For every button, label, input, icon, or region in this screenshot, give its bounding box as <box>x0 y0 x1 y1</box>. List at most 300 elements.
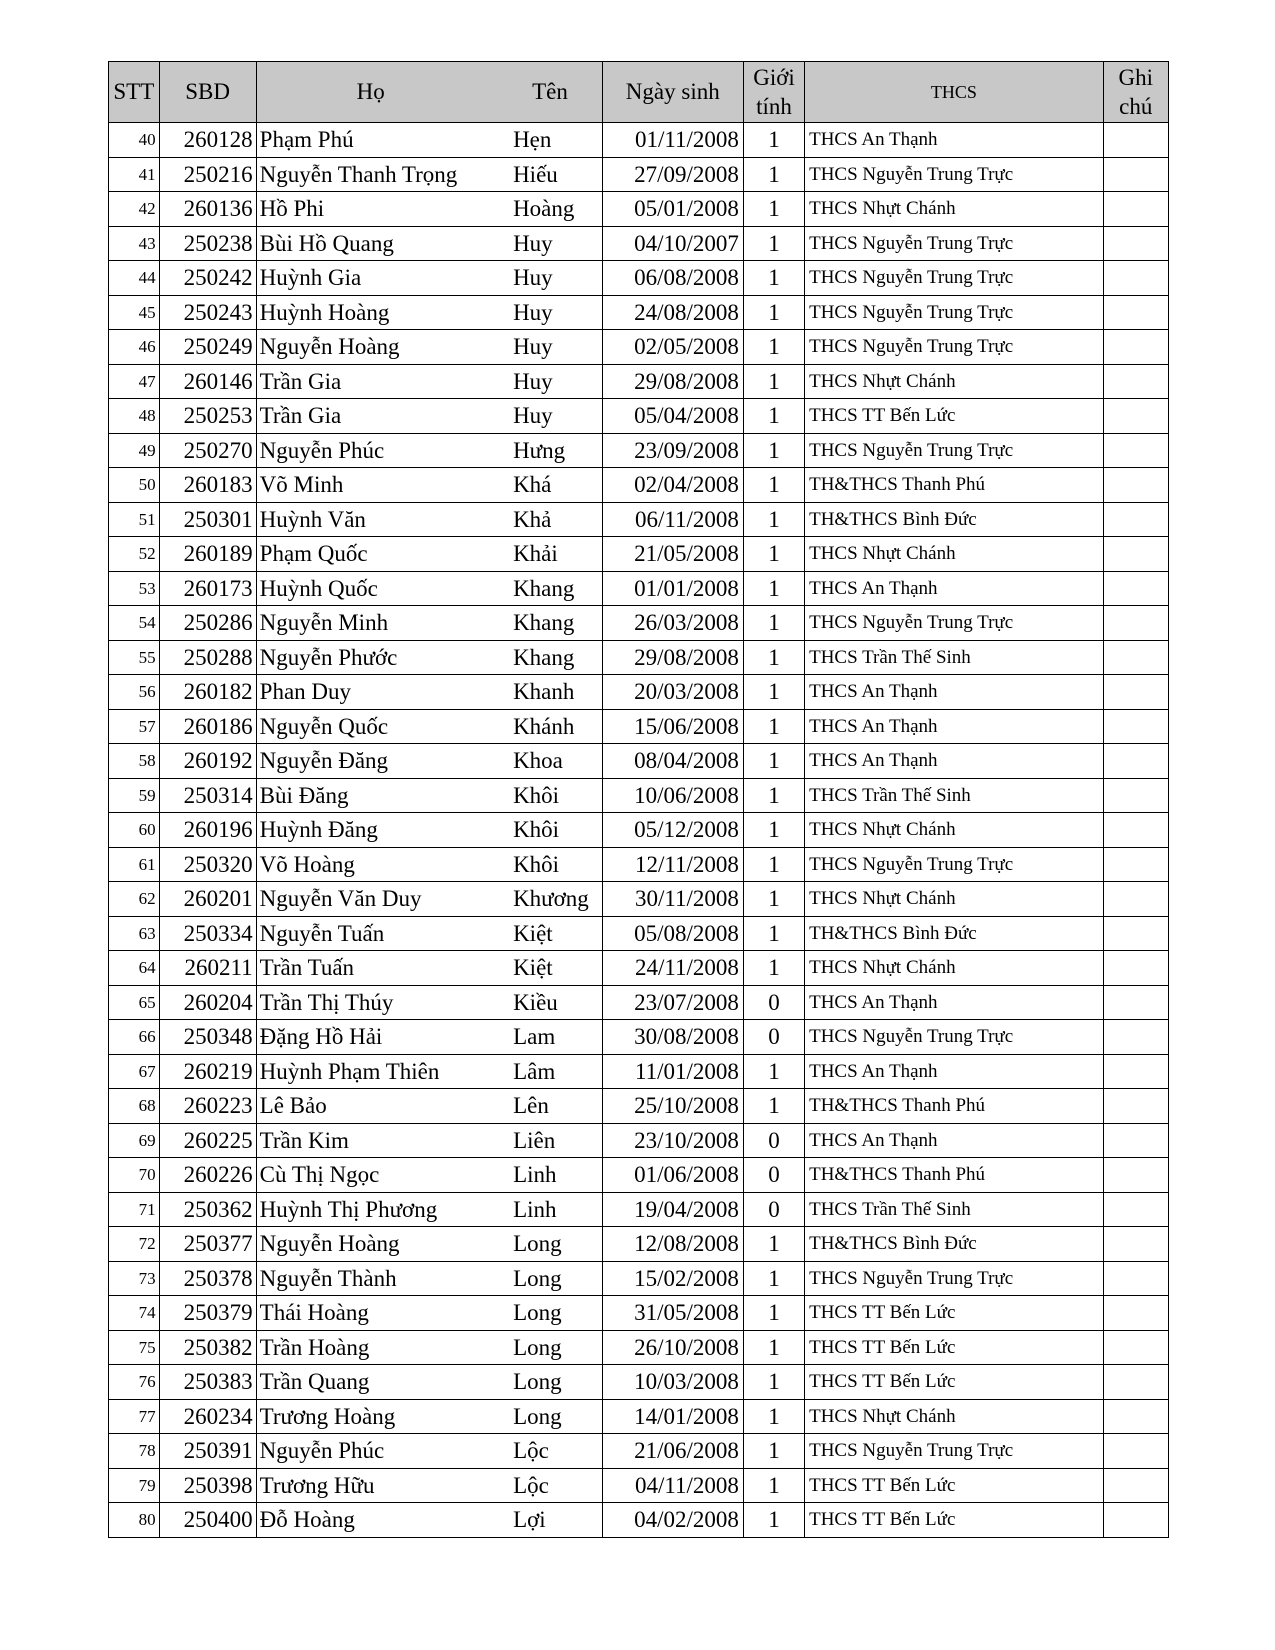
cell-ten: Khương <box>505 882 602 917</box>
cell-stt: 48 <box>109 399 160 434</box>
cell-stt: 50 <box>109 468 160 503</box>
cell-stt: 62 <box>109 882 160 917</box>
cell-gioi-tinh: 1 <box>743 1399 804 1434</box>
header-ho: Họ <box>256 62 505 123</box>
cell-thcs: THCS An Thạnh <box>805 123 1103 158</box>
cell-ho: Trương Hoàng <box>256 1399 505 1434</box>
cell-gioi-tinh: 1 <box>743 778 804 813</box>
cell-ngay-sinh: 05/12/2008 <box>602 813 743 848</box>
cell-stt: 75 <box>109 1330 160 1365</box>
cell-sbd: 260211 <box>159 951 256 986</box>
cell-ho: Nguyễn Thành <box>256 1261 505 1296</box>
cell-gioi-tinh: 0 <box>743 1123 804 1158</box>
cell-sbd: 260189 <box>159 537 256 572</box>
cell-thcs: THCS Nhựt Chánh <box>805 364 1103 399</box>
cell-ten: Kiệt <box>505 951 602 986</box>
cell-ghi-chu <box>1103 1434 1168 1469</box>
cell-ten: Hoàng <box>505 192 602 227</box>
cell-sbd: 260136 <box>159 192 256 227</box>
cell-stt: 66 <box>109 1020 160 1055</box>
table-row <box>109 1434 1169 1469</box>
cell-ho: Trương Hữu <box>256 1468 505 1503</box>
cell-ngay-sinh: 15/06/2008 <box>602 709 743 744</box>
cell-ngay-sinh: 02/05/2008 <box>602 330 743 365</box>
cell-ngay-sinh: 10/06/2008 <box>602 778 743 813</box>
cell-ngay-sinh: 29/08/2008 <box>602 640 743 675</box>
cell-thcs: TH&THCS Thanh Phú <box>805 1089 1103 1124</box>
table-row <box>109 847 1169 882</box>
cell-ho: Trần Kim <box>256 1123 505 1158</box>
cell-ho: Bùi Hồ Quang <box>256 226 505 261</box>
cell-stt: 54 <box>109 606 160 641</box>
cell-sbd: 250400 <box>159 1503 256 1538</box>
cell-ngay-sinh: 04/02/2008 <box>602 1503 743 1538</box>
cell-ngay-sinh: 12/11/2008 <box>602 847 743 882</box>
cell-gioi-tinh: 1 <box>743 1365 804 1400</box>
cell-ho: Huỳnh Quốc <box>256 571 505 606</box>
cell-sbd: 250270 <box>159 433 256 468</box>
cell-ghi-chu <box>1103 1123 1168 1158</box>
cell-ngay-sinh: 01/06/2008 <box>602 1158 743 1193</box>
cell-ghi-chu <box>1103 951 1168 986</box>
cell-sbd: 250362 <box>159 1192 256 1227</box>
cell-sbd: 250378 <box>159 1261 256 1296</box>
cell-ghi-chu <box>1103 295 1168 330</box>
table-row <box>109 882 1169 917</box>
cell-thcs: THCS Nhựt Chánh <box>805 192 1103 227</box>
cell-stt: 67 <box>109 1054 160 1089</box>
table-row <box>109 1365 1169 1400</box>
cell-ho: Võ Hoàng <box>256 847 505 882</box>
table-row <box>109 916 1169 951</box>
cell-sbd: 260182 <box>159 675 256 710</box>
cell-sbd: 260192 <box>159 744 256 779</box>
cell-ngay-sinh: 26/10/2008 <box>602 1330 743 1365</box>
cell-ngay-sinh: 24/11/2008 <box>602 951 743 986</box>
cell-ten: Khải <box>505 537 602 572</box>
cell-gioi-tinh: 0 <box>743 985 804 1020</box>
cell-ten: Hưng <box>505 433 602 468</box>
cell-gioi-tinh: 1 <box>743 502 804 537</box>
cell-ghi-chu <box>1103 433 1168 468</box>
cell-stt: 78 <box>109 1434 160 1469</box>
cell-thcs: THCS TT Bến Lức <box>805 1365 1103 1400</box>
cell-ghi-chu <box>1103 916 1168 951</box>
cell-ho: Nguyễn Phúc <box>256 433 505 468</box>
cell-stt: 57 <box>109 709 160 744</box>
cell-ten: Huy <box>505 226 602 261</box>
cell-ten: Khang <box>505 606 602 641</box>
table-row <box>109 468 1169 503</box>
cell-ghi-chu <box>1103 847 1168 882</box>
cell-gioi-tinh: 1 <box>743 1261 804 1296</box>
cell-ten: Long <box>505 1330 602 1365</box>
cell-thcs: THCS TT Bến Lức <box>805 1503 1103 1538</box>
cell-sbd: 260204 <box>159 985 256 1020</box>
cell-thcs: THCS Nguyễn Trung Trực <box>805 1020 1103 1055</box>
cell-ten: Khôi <box>505 778 602 813</box>
cell-ho: Đỗ Hoàng <box>256 1503 505 1538</box>
cell-ten: Linh <box>505 1192 602 1227</box>
cell-sbd: 250377 <box>159 1227 256 1262</box>
cell-gioi-tinh: 1 <box>743 295 804 330</box>
table-row <box>109 1296 1169 1331</box>
cell-stt: 80 <box>109 1503 160 1538</box>
table-row <box>109 399 1169 434</box>
cell-stt: 49 <box>109 433 160 468</box>
cell-ngay-sinh: 31/05/2008 <box>602 1296 743 1331</box>
cell-ho: Huỳnh Đăng <box>256 813 505 848</box>
cell-ho: Huỳnh Văn <box>256 502 505 537</box>
cell-ghi-chu <box>1103 1192 1168 1227</box>
cell-thcs: THCS TT Bến Lức <box>805 1296 1103 1331</box>
cell-ho: Huỳnh Gia <box>256 261 505 296</box>
cell-thcs: THCS An Thạnh <box>805 985 1103 1020</box>
cell-ngay-sinh: 05/08/2008 <box>602 916 743 951</box>
cell-stt: 43 <box>109 226 160 261</box>
table-row <box>109 1330 1169 1365</box>
cell-ten: Lên <box>505 1089 602 1124</box>
cell-ghi-chu <box>1103 675 1168 710</box>
cell-ho: Đặng Hồ Hải <box>256 1020 505 1055</box>
cell-ho: Thái Hoàng <box>256 1296 505 1331</box>
cell-ghi-chu <box>1103 364 1168 399</box>
cell-stt: 41 <box>109 157 160 192</box>
table-row <box>109 951 1169 986</box>
cell-gioi-tinh: 1 <box>743 882 804 917</box>
cell-ho: Trần Thị Thúy <box>256 985 505 1020</box>
cell-gioi-tinh: 0 <box>743 1158 804 1193</box>
cell-sbd: 260183 <box>159 468 256 503</box>
table-row <box>109 295 1169 330</box>
cell-gioi-tinh: 1 <box>743 813 804 848</box>
cell-thcs: TH&THCS Bình Đức <box>805 1227 1103 1262</box>
cell-thcs: THCS Nguyễn Trung Trực <box>805 330 1103 365</box>
cell-ngay-sinh: 21/06/2008 <box>602 1434 743 1469</box>
cell-stt: 63 <box>109 916 160 951</box>
cell-ghi-chu <box>1103 709 1168 744</box>
cell-thcs: THCS An Thạnh <box>805 744 1103 779</box>
cell-ngay-sinh: 30/11/2008 <box>602 882 743 917</box>
cell-ten: Lộc <box>505 1434 602 1469</box>
cell-ho: Bùi Đăng <box>256 778 505 813</box>
cell-ghi-chu <box>1103 468 1168 503</box>
cell-ho: Võ Minh <box>256 468 505 503</box>
cell-stt: 52 <box>109 537 160 572</box>
cell-sbd: 250382 <box>159 1330 256 1365</box>
table-row <box>109 157 1169 192</box>
cell-thcs: THCS Nguyễn Trung Trực <box>805 433 1103 468</box>
cell-ten: Huy <box>505 295 602 330</box>
cell-sbd: 250286 <box>159 606 256 641</box>
header-thcs: THCS <box>805 62 1103 123</box>
cell-gioi-tinh: 1 <box>743 157 804 192</box>
cell-ten: Khánh <box>505 709 602 744</box>
header-stt: STT <box>109 62 160 123</box>
cell-thcs: THCS Nguyễn Trung Trực <box>805 295 1103 330</box>
cell-stt: 53 <box>109 571 160 606</box>
cell-gioi-tinh: 1 <box>743 847 804 882</box>
cell-stt: 72 <box>109 1227 160 1262</box>
cell-thcs: THCS TT Bến Lức <box>805 1330 1103 1365</box>
cell-ten: Long <box>505 1261 602 1296</box>
cell-gioi-tinh: 1 <box>743 951 804 986</box>
cell-ho: Nguyễn Thanh Trọng <box>256 157 505 192</box>
cell-ten: Khoa <box>505 744 602 779</box>
cell-stt: 59 <box>109 778 160 813</box>
cell-ghi-chu <box>1103 1468 1168 1503</box>
cell-ngay-sinh: 21/05/2008 <box>602 537 743 572</box>
cell-thcs: THCS Nguyễn Trung Trực <box>805 157 1103 192</box>
cell-stt: 76 <box>109 1365 160 1400</box>
cell-ho: Lê Bảo <box>256 1089 505 1124</box>
cell-sbd: 260234 <box>159 1399 256 1434</box>
cell-sbd: 250334 <box>159 916 256 951</box>
cell-ten: Khá <box>505 468 602 503</box>
cell-ngay-sinh: 23/09/2008 <box>602 433 743 468</box>
cell-gioi-tinh: 1 <box>743 1296 804 1331</box>
cell-sbd: 250379 <box>159 1296 256 1331</box>
cell-ten: Khang <box>505 571 602 606</box>
cell-stt: 65 <box>109 985 160 1020</box>
cell-thcs: THCS Nguyễn Trung Trực <box>805 847 1103 882</box>
cell-sbd: 250320 <box>159 847 256 882</box>
cell-ngay-sinh: 29/08/2008 <box>602 364 743 399</box>
cell-ngay-sinh: 12/08/2008 <box>602 1227 743 1262</box>
cell-sbd: 250253 <box>159 399 256 434</box>
cell-thcs: THCS TT Bến Lức <box>805 399 1103 434</box>
table-row <box>109 261 1169 296</box>
cell-ngay-sinh: 04/10/2007 <box>602 226 743 261</box>
cell-ngay-sinh: 23/07/2008 <box>602 985 743 1020</box>
cell-gioi-tinh: 1 <box>743 606 804 641</box>
cell-ho: Huỳnh Phạm Thiên <box>256 1054 505 1089</box>
cell-ten: Khả <box>505 502 602 537</box>
table-row <box>109 123 1169 158</box>
cell-sbd: 260201 <box>159 882 256 917</box>
cell-stt: 51 <box>109 502 160 537</box>
cell-ho: Nguyễn Phúc <box>256 1434 505 1469</box>
cell-ngay-sinh: 01/11/2008 <box>602 123 743 158</box>
cell-ngay-sinh: 06/11/2008 <box>602 502 743 537</box>
table-row <box>109 1468 1169 1503</box>
cell-ngay-sinh: 05/04/2008 <box>602 399 743 434</box>
table-row <box>109 226 1169 261</box>
cell-thcs: THCS An Thạnh <box>805 571 1103 606</box>
table-body <box>109 123 1169 1538</box>
cell-thcs: THCS Nguyễn Trung Trực <box>805 606 1103 641</box>
cell-ngay-sinh: 06/08/2008 <box>602 261 743 296</box>
cell-sbd: 250314 <box>159 778 256 813</box>
cell-ten: Khôi <box>505 813 602 848</box>
cell-ho: Phan Duy <box>256 675 505 710</box>
table-row <box>109 813 1169 848</box>
cell-stt: 60 <box>109 813 160 848</box>
cell-ho: Hồ Phi <box>256 192 505 227</box>
cell-ghi-chu <box>1103 1089 1168 1124</box>
cell-stt: 55 <box>109 640 160 675</box>
cell-sbd: 260146 <box>159 364 256 399</box>
cell-stt: 56 <box>109 675 160 710</box>
cell-stt: 69 <box>109 1123 160 1158</box>
table-row <box>109 744 1169 779</box>
cell-thcs: THCS Nhựt Chánh <box>805 1399 1103 1434</box>
cell-thcs: THCS Trần Thế Sinh <box>805 640 1103 675</box>
cell-ghi-chu <box>1103 502 1168 537</box>
cell-stt: 61 <box>109 847 160 882</box>
cell-ten: Long <box>505 1296 602 1331</box>
cell-gioi-tinh: 0 <box>743 1020 804 1055</box>
header-gioi-tinh: Giới tính <box>743 62 804 123</box>
cell-thcs: THCS An Thạnh <box>805 709 1103 744</box>
cell-ghi-chu <box>1103 1365 1168 1400</box>
cell-sbd: 250348 <box>159 1020 256 1055</box>
cell-ghi-chu <box>1103 192 1168 227</box>
cell-stt: 47 <box>109 364 160 399</box>
cell-thcs: THCS Nhựt Chánh <box>805 882 1103 917</box>
cell-ten: Huy <box>505 364 602 399</box>
table-row <box>109 1089 1169 1124</box>
cell-thcs: THCS Nhựt Chánh <box>805 537 1103 572</box>
cell-ghi-chu <box>1103 606 1168 641</box>
cell-thcs: THCS An Thạnh <box>805 675 1103 710</box>
cell-stt: 74 <box>109 1296 160 1331</box>
cell-sbd: 260219 <box>159 1054 256 1089</box>
table-row <box>109 606 1169 641</box>
cell-ghi-chu <box>1103 1399 1168 1434</box>
cell-ten: Kiều <box>505 985 602 1020</box>
cell-gioi-tinh: 1 <box>743 709 804 744</box>
cell-ten: Lâm <box>505 1054 602 1089</box>
cell-thcs: TH&THCS Bình Đức <box>805 502 1103 537</box>
cell-gioi-tinh: 1 <box>743 1054 804 1089</box>
header-ngay-sinh: Ngày sinh <box>602 62 743 123</box>
cell-ho: Nguyễn Quốc <box>256 709 505 744</box>
cell-ten: Khang <box>505 640 602 675</box>
cell-ten: Kiệt <box>505 916 602 951</box>
cell-sbd: 260225 <box>159 1123 256 1158</box>
cell-ho: Huỳnh Hoàng <box>256 295 505 330</box>
table-header <box>109 62 1169 123</box>
cell-stt: 46 <box>109 330 160 365</box>
cell-gioi-tinh: 1 <box>743 1089 804 1124</box>
table-row <box>109 1261 1169 1296</box>
cell-gioi-tinh: 1 <box>743 675 804 710</box>
cell-gioi-tinh: 1 <box>743 1330 804 1365</box>
cell-ten: Huy <box>505 399 602 434</box>
table-row <box>109 640 1169 675</box>
cell-sbd: 250301 <box>159 502 256 537</box>
cell-ghi-chu <box>1103 330 1168 365</box>
cell-ten: Hẹn <box>505 123 602 158</box>
table-row <box>109 1054 1169 1089</box>
cell-ho: Cù Thị Ngọc <box>256 1158 505 1193</box>
cell-ho: Nguyễn Tuấn <box>256 916 505 951</box>
cell-ngay-sinh: 20/03/2008 <box>602 675 743 710</box>
cell-ghi-chu <box>1103 640 1168 675</box>
cell-stt: 44 <box>109 261 160 296</box>
cell-thcs: THCS Nguyễn Trung Trực <box>805 226 1103 261</box>
table-row <box>109 1227 1169 1262</box>
cell-ngay-sinh: 25/10/2008 <box>602 1089 743 1124</box>
cell-stt: 77 <box>109 1399 160 1434</box>
cell-sbd: 250288 <box>159 640 256 675</box>
cell-thcs: THCS Nhựt Chánh <box>805 951 1103 986</box>
cell-thcs: THCS TT Bến Lức <box>805 1468 1103 1503</box>
cell-ngay-sinh: 23/10/2008 <box>602 1123 743 1158</box>
cell-stt: 70 <box>109 1158 160 1193</box>
cell-sbd: 250249 <box>159 330 256 365</box>
cell-ghi-chu <box>1103 882 1168 917</box>
cell-ten: Huy <box>505 261 602 296</box>
cell-gioi-tinh: 1 <box>743 261 804 296</box>
table-row <box>109 537 1169 572</box>
header-ten: Tên <box>505 62 602 123</box>
cell-gioi-tinh: 1 <box>743 226 804 261</box>
cell-ten: Lam <box>505 1020 602 1055</box>
cell-sbd: 250238 <box>159 226 256 261</box>
cell-stt: 73 <box>109 1261 160 1296</box>
cell-ghi-chu <box>1103 1296 1168 1331</box>
cell-gioi-tinh: 1 <box>743 537 804 572</box>
cell-gioi-tinh: 1 <box>743 364 804 399</box>
cell-ghi-chu <box>1103 1054 1168 1089</box>
table-row <box>109 1123 1169 1158</box>
cell-thcs: THCS An Thạnh <box>805 1054 1103 1089</box>
cell-ghi-chu <box>1103 537 1168 572</box>
cell-sbd: 250398 <box>159 1468 256 1503</box>
cell-ngay-sinh: 24/08/2008 <box>602 295 743 330</box>
cell-ten: Huy <box>505 330 602 365</box>
cell-ghi-chu <box>1103 571 1168 606</box>
cell-ten: Linh <box>505 1158 602 1193</box>
cell-ghi-chu <box>1103 1503 1168 1538</box>
table-row <box>109 709 1169 744</box>
cell-sbd: 260173 <box>159 571 256 606</box>
table-row <box>109 1158 1169 1193</box>
cell-ten: Long <box>505 1365 602 1400</box>
cell-gioi-tinh: 1 <box>743 1227 804 1262</box>
cell-ghi-chu <box>1103 157 1168 192</box>
cell-thcs: TH&THCS Bình Đức <box>805 916 1103 951</box>
cell-stt: 42 <box>109 192 160 227</box>
cell-gioi-tinh: 1 <box>743 1434 804 1469</box>
cell-ten: Lợi <box>505 1503 602 1538</box>
cell-gioi-tinh: 1 <box>743 433 804 468</box>
cell-ghi-chu <box>1103 778 1168 813</box>
cell-stt: 58 <box>109 744 160 779</box>
student-roster-table <box>108 61 1169 1538</box>
cell-ho: Huỳnh Thị Phương <box>256 1192 505 1227</box>
cell-stt: 68 <box>109 1089 160 1124</box>
cell-thcs: THCS An Thạnh <box>805 1123 1103 1158</box>
cell-sbd: 250391 <box>159 1434 256 1469</box>
cell-ho: Nguyễn Đăng <box>256 744 505 779</box>
cell-ten: Long <box>505 1399 602 1434</box>
cell-ten: Liên <box>505 1123 602 1158</box>
cell-gioi-tinh: 1 <box>743 399 804 434</box>
cell-gioi-tinh: 1 <box>743 192 804 227</box>
cell-ghi-chu <box>1103 123 1168 158</box>
cell-ho: Nguyễn Hoàng <box>256 330 505 365</box>
cell-thcs: THCS Nguyễn Trung Trực <box>805 1261 1103 1296</box>
cell-ho: Trần Tuấn <box>256 951 505 986</box>
cell-gioi-tinh: 1 <box>743 571 804 606</box>
cell-ten: Khanh <box>505 675 602 710</box>
table-row <box>109 1020 1169 1055</box>
cell-ten: Khôi <box>505 847 602 882</box>
cell-sbd: 260226 <box>159 1158 256 1193</box>
